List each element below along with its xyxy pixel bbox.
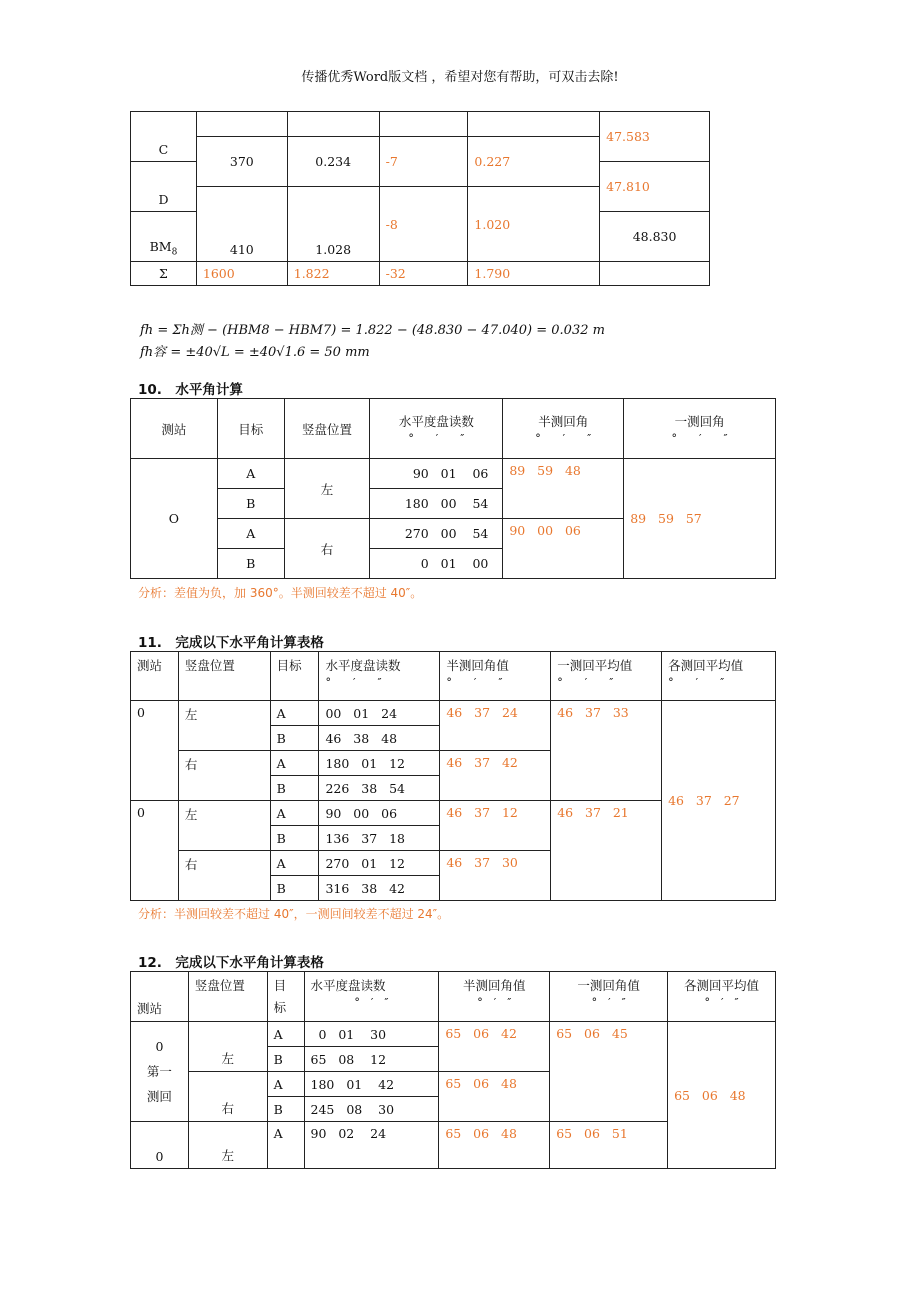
reading: 90 00 06 bbox=[319, 801, 440, 826]
target: A bbox=[267, 1122, 304, 1169]
h11-target: 目标 bbox=[270, 652, 319, 701]
half-angle: 89 59 48 bbox=[503, 459, 624, 519]
h11-reading: 水平度盘读数 ° ′ ″ bbox=[319, 652, 440, 701]
target: A bbox=[270, 751, 319, 776]
h12-station: 测站 bbox=[131, 972, 189, 1022]
sum-hc: 1.790 bbox=[468, 262, 600, 286]
point-c: C bbox=[131, 112, 197, 162]
h12-avg: 各测回平均值 ° ′ ″ bbox=[668, 972, 776, 1022]
note-11: 分析：半测回较差不超过 40″，一测回间较差不超过 24″。 bbox=[138, 907, 450, 921]
half-angle: 46 37 24 bbox=[440, 701, 551, 751]
sum-v: -32 bbox=[379, 262, 468, 286]
h11-position: 竖盘位置 bbox=[178, 652, 270, 701]
angle-table-12 bbox=[130, 971, 776, 1169]
position: 右 bbox=[178, 851, 270, 901]
v-cd: -7 bbox=[379, 137, 468, 187]
position: 左 bbox=[188, 1122, 267, 1169]
h11-station: 测站 bbox=[131, 652, 179, 701]
reading: 270 01 12 bbox=[319, 851, 440, 876]
half-angle: 46 37 30 bbox=[440, 851, 551, 901]
h12-one: 一测回角值 ° ′ ″ bbox=[550, 972, 668, 1022]
reading: 90 01 06 bbox=[370, 459, 503, 489]
h10-target: 目标 bbox=[217, 399, 284, 459]
one-angle: 65 06 45 bbox=[550, 1022, 668, 1122]
reading: 0 01 30 bbox=[304, 1022, 439, 1047]
level-table bbox=[130, 111, 710, 286]
sum-dist: 1600 bbox=[196, 262, 287, 286]
target: B bbox=[270, 876, 319, 901]
angle-table-10 bbox=[130, 398, 776, 579]
one-angle: 46 37 33 bbox=[551, 701, 662, 801]
h12-target: 目 标 bbox=[267, 972, 304, 1022]
sum-h: 1.822 bbox=[287, 262, 379, 286]
dist-dbm: 410 bbox=[196, 187, 287, 262]
one-angle: 89 59 57 bbox=[624, 459, 776, 579]
h12-position: 竖盘位置 bbox=[188, 972, 267, 1022]
h12-reading: 水平度盘读数 ° ′ ″ bbox=[304, 972, 439, 1022]
target: B bbox=[270, 826, 319, 851]
reading: 90 02 24 bbox=[304, 1122, 439, 1169]
closure-formula: fh = Σh测 − (HBM8 − HBM7) = 1.822 − (48.830 − 47.040) = 0.032 m bbox=[140, 323, 605, 338]
section-11-title: 11. 完成以下水平角计算表格 bbox=[138, 635, 324, 651]
dist-cd: 370 bbox=[196, 137, 287, 187]
half-angle: 46 37 42 bbox=[440, 751, 551, 801]
reading: 136 37 18 bbox=[319, 826, 440, 851]
position: 左 bbox=[178, 801, 270, 851]
section-12-title: 12. 完成以下水平角计算表格 bbox=[138, 955, 324, 971]
station: 0 bbox=[131, 801, 179, 901]
h10-station: 测站 bbox=[131, 399, 218, 459]
target: B bbox=[270, 726, 319, 751]
target: B bbox=[267, 1047, 304, 1072]
reading: 226 38 54 bbox=[319, 776, 440, 801]
half-angle: 65 06 48 bbox=[439, 1122, 550, 1169]
hc-dbm: 1.020 bbox=[468, 187, 600, 262]
station: 0 bbox=[131, 701, 179, 801]
avg-angle: 46 37 27 bbox=[662, 701, 776, 901]
reading: 0 01 00 bbox=[370, 549, 503, 579]
position: 右 bbox=[178, 751, 270, 801]
target: B bbox=[217, 549, 284, 579]
half-angle: 65 06 48 bbox=[439, 1072, 550, 1122]
one-angle: 65 06 51 bbox=[550, 1122, 668, 1169]
section-10-title: 10. 水平角计算 bbox=[138, 382, 243, 398]
h10-half: 半测回角 ° ′ ″ bbox=[503, 399, 624, 459]
h11-half: 半测回角值 ° ′ ″ bbox=[440, 652, 551, 701]
position: 左 bbox=[188, 1022, 267, 1072]
target: A bbox=[270, 701, 319, 726]
target: A bbox=[217, 459, 284, 489]
sum-label: Σ bbox=[131, 262, 197, 286]
h11-avg: 各测回平均值 ° ′ ″ bbox=[662, 652, 776, 701]
point-d: D bbox=[131, 162, 197, 212]
h-cd: 0.234 bbox=[287, 137, 379, 187]
h10-position: 竖盘位置 bbox=[284, 399, 370, 459]
reading: 316 38 42 bbox=[319, 876, 440, 901]
reading: 180 00 54 bbox=[370, 489, 503, 519]
half-angle: 46 37 12 bbox=[440, 801, 551, 851]
hc-cd: 0.227 bbox=[468, 137, 600, 187]
reading: 65 08 12 bbox=[304, 1047, 439, 1072]
avg-angle: 65 06 48 bbox=[668, 1022, 776, 1169]
target: B bbox=[217, 489, 284, 519]
target: A bbox=[270, 801, 319, 826]
half-angle: 90 00 06 bbox=[503, 519, 624, 579]
h12-half: 半测回角值 ° ′ ″ bbox=[439, 972, 550, 1022]
reading: 270 00 54 bbox=[370, 519, 503, 549]
target: A bbox=[217, 519, 284, 549]
reading: 245 08 30 bbox=[304, 1097, 439, 1122]
height-bm8: 48.830 bbox=[600, 212, 710, 262]
station-round-2: 0 bbox=[131, 1122, 189, 1169]
h-dbm: 1.028 bbox=[287, 187, 379, 262]
position: 左 bbox=[178, 701, 270, 751]
reading: 180 01 12 bbox=[319, 751, 440, 776]
target: B bbox=[267, 1097, 304, 1122]
h10-reading: 水平度盘读数 ° ′ ″ bbox=[370, 399, 503, 459]
one-angle: 46 37 21 bbox=[551, 801, 662, 901]
point-bm8: $BM_8$ bbox=[131, 212, 197, 262]
target: B bbox=[270, 776, 319, 801]
position-left: 左 bbox=[284, 459, 370, 519]
station-o: O bbox=[131, 459, 218, 579]
h10-one: 一测回角 ° ′ ″ bbox=[624, 399, 776, 459]
reading: 46 38 48 bbox=[319, 726, 440, 751]
tolerance-formula: fh容 = ±40√L = ±40√1.6 = 50 mm bbox=[140, 345, 370, 360]
half-angle: 65 06 42 bbox=[439, 1022, 550, 1072]
position: 右 bbox=[188, 1072, 267, 1122]
h11-one: 一测回平均值 ° ′ ″ bbox=[551, 652, 662, 701]
position-right: 右 bbox=[284, 519, 370, 579]
reading: 180 01 42 bbox=[304, 1072, 439, 1097]
target: A bbox=[267, 1072, 304, 1097]
v-dbm: -8 bbox=[379, 187, 468, 262]
angle-table-11 bbox=[130, 651, 776, 901]
height-c: 47.583 bbox=[600, 112, 710, 162]
height-d: 47.810 bbox=[600, 162, 710, 212]
note-10: 分析：差值为负，加 360°。半测回较差不超过 40″。 bbox=[138, 586, 423, 600]
target: A bbox=[267, 1022, 304, 1047]
station-round-1: 0 第一 测回 bbox=[131, 1022, 189, 1122]
target: A bbox=[270, 851, 319, 876]
reading: 00 01 24 bbox=[319, 701, 440, 726]
page-header: 传播优秀Word版文档 ，希望对您有帮助，可双击去除! bbox=[301, 70, 619, 85]
